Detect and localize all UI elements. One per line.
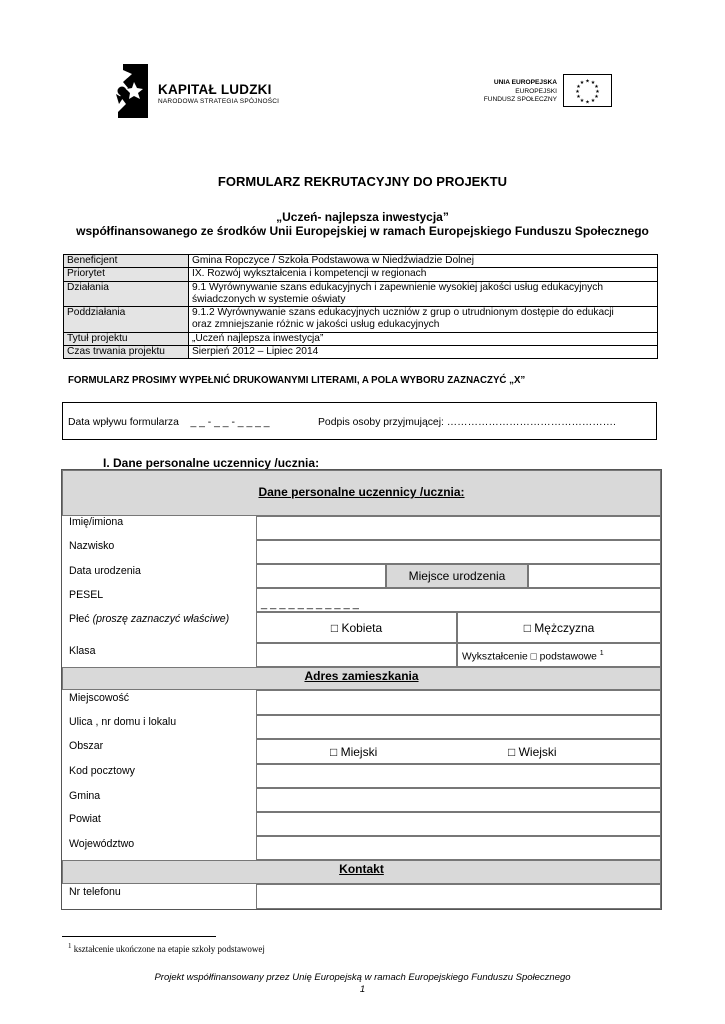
kapital-ludzki-title: KAPITAŁ LUDZKI (158, 82, 272, 97)
project-info-table (63, 254, 658, 359)
eu-line-3: FUNDUSZ SPOŁECZNY (483, 96, 557, 104)
eu-logo-text (460, 79, 557, 105)
last-name-label: Nazwisko (69, 540, 115, 552)
eu-flag-icon (563, 74, 612, 107)
footnote-text: kształcenie ukończone na etapie szkoły podstawowej (73, 944, 265, 954)
section-1-title: I. Dane personalne uczennicy /ucznia: (103, 456, 320, 470)
postal-code-input[interactable] (256, 764, 661, 788)
info-key: Czas trwania projektu (64, 346, 189, 359)
last-name-input[interactable] (256, 540, 661, 564)
info-value (189, 332, 658, 345)
footnote-divider (62, 936, 216, 937)
kapital-ludzki-logo-mark (114, 64, 148, 118)
footnote (68, 942, 265, 954)
table-row (64, 307, 658, 333)
urban-checkbox[interactable]: □ Miejski (330, 745, 378, 759)
svg-text:★: ★ (594, 94, 599, 100)
svg-text:★: ★ (576, 84, 581, 90)
address-header: Adres zamieszkania (304, 669, 419, 683)
cofinancing-line: współfinansowanego ze środków Unii Europejskiej w ramach Europejskiego Funduszu Społecznego (76, 224, 649, 238)
fill-instruction: FORMULARZ PROSIMY WYPEŁNIĆ DRUKOWANYMI LITERAMI, A POLA WYBORU ZAZNACZYĆ „X” (68, 375, 526, 386)
gender-hint: (proszę zaznaczyć właściwe) (92, 613, 230, 625)
pesel-label: PESEL (69, 589, 104, 601)
table-row (64, 268, 658, 281)
info-line: oraz zmniejszanie różnic w jakości usług edukacyjnych (192, 319, 440, 331)
table-row (64, 332, 658, 345)
area-cell (256, 739, 661, 764)
svg-text:★: ★ (590, 80, 596, 86)
male-checkbox[interactable]: □ Mężczyzna (523, 621, 595, 635)
phone-label: Nr telefonu (69, 886, 121, 898)
birth-place-label: Miejsce urodzenia (408, 569, 506, 583)
footnote-number: 1 (68, 942, 72, 950)
gender-label (69, 613, 229, 625)
svg-text:★: ★ (585, 78, 590, 85)
info-key: Poddziałania (64, 307, 189, 333)
info-line: 9.1.2 Wyrównywanie szans edukacyjnych uczniów z grup o utrudnionym dostępie do edukacji (192, 307, 614, 319)
birth-date-input[interactable] (256, 564, 386, 588)
pesel-mask: _ _ _ _ _ _ _ _ _ _ _ (261, 598, 359, 610)
street-input[interactable] (256, 715, 661, 739)
svg-text:★: ★ (594, 84, 599, 90)
svg-text:★: ★ (585, 99, 590, 106)
education-checkbox[interactable] (462, 650, 604, 662)
area-label: Obszar (69, 740, 104, 752)
info-key: Tytuł projektu (64, 332, 189, 345)
city-label: Miejscowość (69, 692, 130, 704)
street-label: Ulica , nr domu i lokalu (69, 716, 177, 728)
svg-text:★: ★ (590, 98, 596, 104)
voivodeship-label: Województwo (69, 838, 135, 850)
gender-label-text: Płeć (69, 613, 93, 625)
page-number: 1 (359, 984, 366, 995)
info-key: Działania (64, 281, 189, 307)
first-name-label: Imię/imiona (69, 516, 124, 528)
eu-line-2: EUROPEJSKI (515, 87, 557, 95)
form-header: Dane personalne uczennicy /ucznia: (258, 485, 465, 499)
info-line: Gmina Ropczyce / Szkoła Podstawowa w Niedźwiadzie Dolnej (192, 255, 474, 266)
eu-line-1: UNIA EUROPEJSKA (493, 79, 557, 86)
commune-input[interactable] (256, 788, 661, 812)
info-value (189, 281, 658, 307)
voivodeship-input[interactable] (256, 836, 661, 860)
phone-input[interactable] (256, 884, 661, 909)
female-checkbox[interactable]: □ Kobieta (330, 621, 383, 635)
postal-code-label: Kod pocztowy (69, 765, 135, 777)
county-label: Powiat (69, 813, 101, 825)
table-row (64, 281, 658, 307)
footnote-ref: 1 (599, 650, 604, 657)
info-key: Beneficjent (64, 255, 189, 268)
kapital-ludzki-subtitle: NARODOWA STRATEGIA SPÓJNOŚCI (158, 98, 280, 105)
rural-checkbox[interactable]: □ Wiejski (508, 745, 557, 759)
svg-text:★: ★ (579, 98, 585, 104)
info-line: „Uczeń najlepsza inwestycja” (192, 332, 324, 344)
birth-place-input[interactable] (528, 564, 661, 588)
info-value (189, 346, 658, 359)
info-key: Priorytet (64, 268, 189, 281)
info-line: 9.1 Wyrównywanie szans edukacyjnych i zapewnienie wysokiej jakości usług edukacyjnych (192, 281, 604, 293)
county-input[interactable] (256, 812, 661, 836)
class-input[interactable] (256, 643, 457, 667)
table-row (64, 255, 658, 268)
info-value (189, 307, 658, 333)
receiver-signature-field[interactable]: Podpis osoby przyjmującej: …………………………………………. (318, 417, 616, 428)
document-title: FORMULARZ REKRUTACYJNY DO PROJEKTU (217, 174, 508, 189)
info-value (189, 255, 658, 268)
city-input[interactable] (256, 690, 661, 715)
receipt-date (68, 417, 270, 428)
receipt-date-label: Data wpływu formularza (68, 417, 179, 428)
svg-text:★: ★ (576, 94, 581, 100)
page-footer: Projekt współfinansowany przez Unię Europejską w ramach Europejskiego Funduszu Społecznego (154, 972, 571, 983)
info-line: Sierpień 2012 – Lipiec 2014 (192, 346, 319, 358)
info-line: IX. Rozwój wykształcenia i kompetencji w regionach (192, 268, 427, 280)
receipt-date-field[interactable]: _ _ - _ _ - _ _ _ _ (190, 417, 270, 428)
svg-text:★: ★ (595, 89, 600, 95)
first-name-input[interactable] (256, 516, 661, 540)
education-label: Wykształcenie □ podstawowe (462, 651, 597, 663)
project-name: „Uczeń- najlepsza inwestycja” (276, 210, 449, 224)
commune-label: Gmina (69, 790, 101, 802)
class-label: Klasa (69, 645, 96, 657)
birth-date-label: Data urodzenia (69, 565, 141, 577)
info-value (189, 268, 658, 281)
svg-text:★: ★ (579, 80, 585, 86)
table-row (64, 346, 658, 359)
contact-header: Kontakt (339, 862, 384, 876)
svg-text:★: ★ (575, 89, 580, 95)
info-line: świadczonych w systemie oświaty (192, 293, 346, 305)
